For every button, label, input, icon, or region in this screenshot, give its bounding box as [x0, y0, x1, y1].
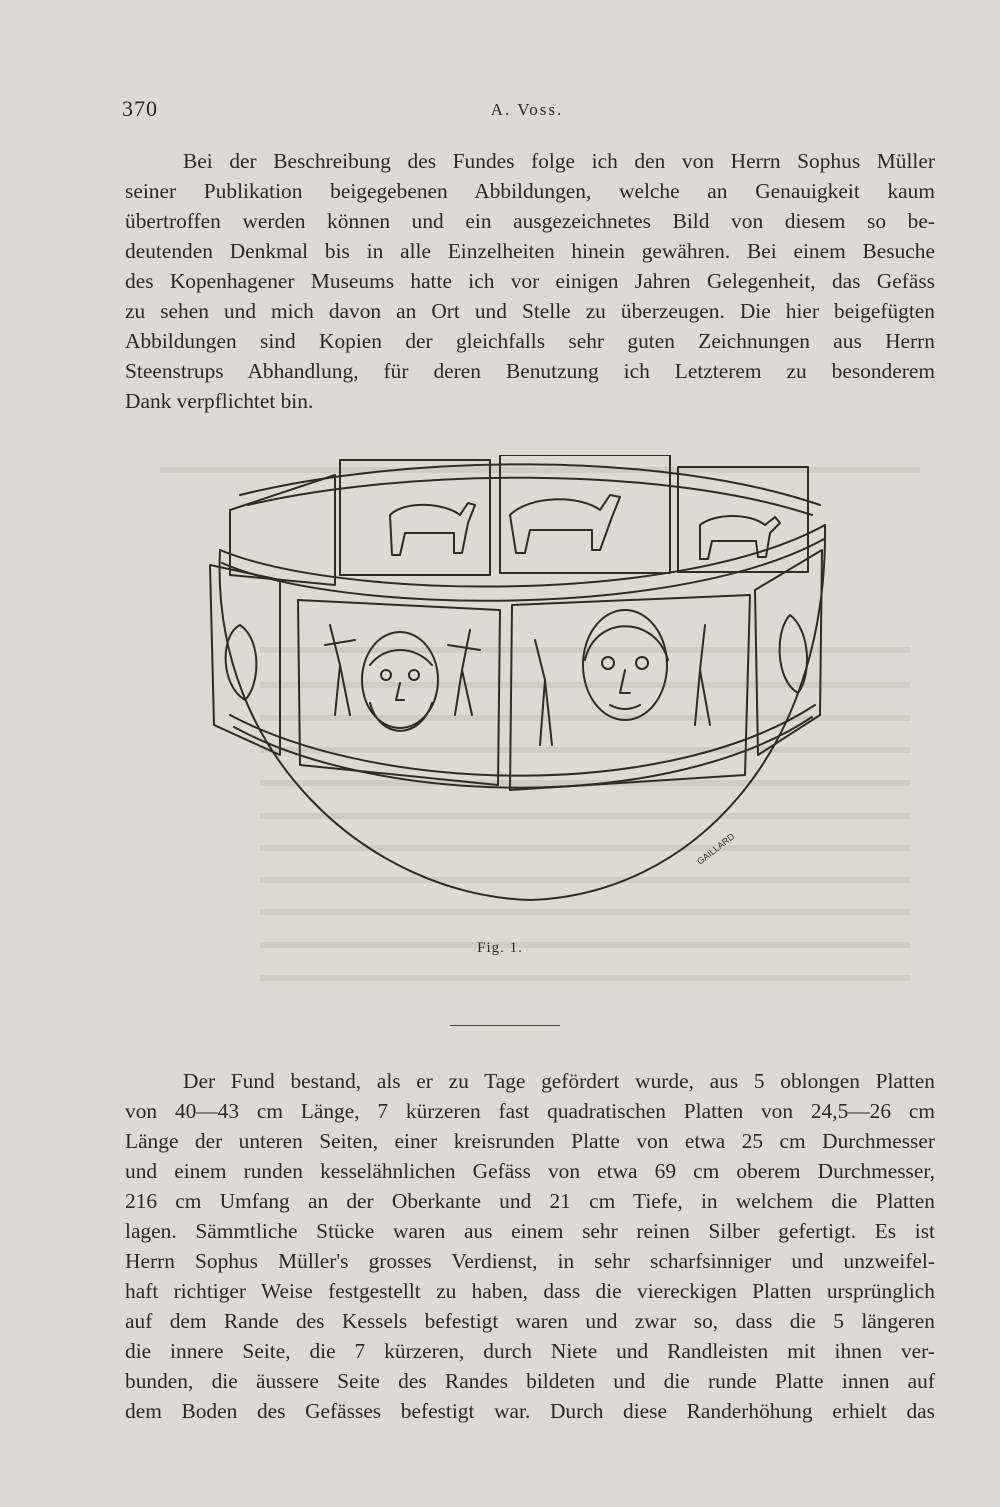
text-line: und einem runden kesselähnlichen Gefäss von etwa 69 cm oberem Durchmesser, [125, 1159, 935, 1183]
artist-signature: GAILLARD [695, 831, 737, 867]
text-line: Der Fund bestand, als er zu Tage gefördert wurde, aus 5 oblongen Platten [183, 1069, 935, 1093]
text-line: Herrn Sophus Müller's grosses Verdienst, in sehr scharfsinniger und unzweifel- [125, 1249, 935, 1273]
page-number: 370 [122, 96, 158, 121]
figure-caption: Fig. 1. [477, 940, 523, 956]
text-line: auf dem Rande des Kessels befestigt waren und zwar so, dass die 5 längeren [125, 1309, 935, 1333]
text-line: Steenstrups Abhandlung, für deren Benutzung ich Letzterem zu besonderem [125, 359, 935, 383]
text-line: übertroffen werden können und ein ausgezeichnetes Bild von diesem so be- [125, 209, 935, 233]
text-line: dem Boden des Gefässes befestigt war. Durch diese Randerhöhung erhielt das [125, 1399, 935, 1423]
section-divider [450, 1025, 560, 1026]
text-line: deutenden Denkmal bis in alle Einzelheiten hinein gewähren. Bei einem Besuche [125, 239, 935, 263]
text-line: bunden, die äussere Seite des Randes bildeten und die runde Platte innen auf [125, 1369, 935, 1393]
text-line: Abbildungen sind Kopien der gleichfalls sehr guten Zeichnungen aus Herrn [125, 329, 935, 353]
page-header [122, 96, 932, 126]
text-line: Dank verpflichtet bin. [125, 389, 314, 413]
running-head: A. Voss. [490, 100, 564, 119]
text-line: von 40—43 cm Länge, 7 kürzeren fast quadratischen Platten von 24,5—26 cm [125, 1099, 935, 1123]
paragraph-1 [125, 146, 935, 416]
text-line: seiner Publikation beigegebenen Abbildungen, welche an Genauigkeit kaum [125, 179, 935, 203]
text-line: die innere Seite, die 7 kürzeren, durch Niete und Randleisten mit ihnen ver- [125, 1339, 935, 1363]
paragraph-2 [125, 1066, 935, 1426]
text-line: des Kopenhagener Museums hatte ich vor einigen Jahren Gelegenheit, das Gefäss [125, 269, 935, 293]
text-line: zu sehen und mich davon an Ort und Stelle zu überzeugen. Die hier beigefügten [125, 299, 935, 323]
text-line: 216 cm Umfang an der Oberkante und 21 cm Tiefe, in welchem die Platten [125, 1189, 935, 1213]
cauldron-figure [200, 455, 840, 925]
text-line: Bei der Beschreibung des Fundes folge ich den von Herrn Sophus Müller [183, 149, 935, 173]
text-line: Länge der unteren Seiten, einer kreisrunden Platte von etwa 25 cm Durchmesser [125, 1129, 935, 1153]
text-line: lagen. Sämmtliche Stücke waren aus einem sehr reinen Silber gefertigt. Es ist [125, 1219, 935, 1243]
text-line: haft richtiger Weise festgestellt zu haben, dass die viereckigen Platten ursprünglich [125, 1279, 935, 1303]
